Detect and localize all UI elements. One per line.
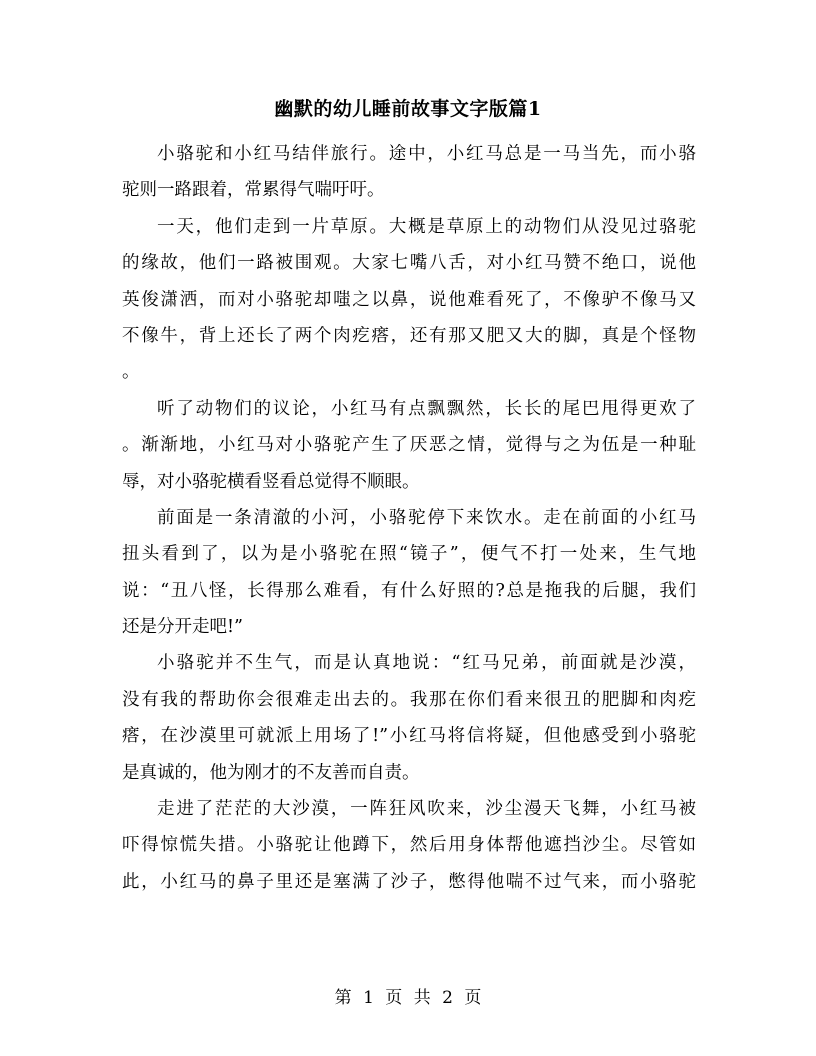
paragraph — [122, 500, 696, 646]
text-line: 扭头看到了，以为是小骆驼在照“镜子”，便气不打一处来，生气地 — [122, 544, 696, 565]
text-line: 辱，对小骆驼横看竖看总觉得不顺眼。 — [122, 471, 420, 492]
text-line: 英俊潇洒，而对小骆驼却嗤之以鼻，说他难看死了，不像驴不像马又 — [122, 289, 696, 310]
text-line: 。渐渐地，小红马对小骆驼产生了厌恶之情，觉得与之为伍是一种耻 — [122, 435, 696, 456]
text-line: 吓得惊慌失措。小骆驼让他蹲下，然后用身体帮他遮挡沙尘。尽管如 — [122, 835, 696, 856]
text-line: 说：“丑八怪，长得那么难看，有什么好照的?总是拖我的后腿，我们 — [122, 580, 696, 601]
text-line: 前面是一条清澈的小河，小骆驼停下来饮水。走在前面的小红马 — [157, 507, 696, 528]
text-line: 驼则一路跟着，常累得气喘吁吁。 — [122, 180, 385, 201]
text-line: 。 — [122, 362, 140, 383]
text-line: 小骆驼和小红马结伴旅行。途中，小红马总是一马当先，而小骆 — [157, 144, 696, 164]
text-line: 是真诚的，他为刚才的不友善而自责。 — [122, 762, 420, 783]
text-line: 此，小红马的鼻子里还是塞满了沙子，憋得他喘不过气来，而小骆驼 — [122, 871, 696, 892]
paragraph — [122, 645, 696, 791]
paragraph — [122, 391, 696, 500]
paragraph — [122, 136, 696, 209]
text-line: 不像牛，背上还长了两个肉疙瘩，还有那又肥又大的脚，真是个怪物 — [122, 325, 696, 346]
text-line: 一天，他们走到一片草原。大概是草原上的动物们从没见过骆驼 — [157, 216, 696, 237]
text-line: 的缘故，他们一路被围观。大家七嘴八舌，对小红马赞不绝口，说他 — [122, 253, 696, 274]
text-line: 走进了茫茫的大沙漠，一阵狂风吹来，沙尘漫天飞舞，小红马被 — [157, 799, 696, 820]
text-line: 听了动物们的议论，小红马有点飘飘然，长长的尾巴甩得更欢了 — [157, 398, 696, 419]
paragraph — [122, 209, 696, 391]
text-line: 瘩，在沙漠里可就派上用场了!”小红马将信将疑，但他感受到小骆驼 — [122, 726, 696, 747]
document-body — [122, 136, 696, 900]
document-title: 幽默的幼儿睡前故事文字版篇1 — [274, 98, 542, 120]
text-line: 小骆驼并不生气，而是认真地说：“红马兄弟，前面就是沙漠， — [157, 653, 696, 674]
page-number-footer: 第 1 页 共 2 页 — [334, 988, 482, 1008]
text-line: 还是分开走吧!” — [122, 617, 243, 638]
text-line: 没有我的帮助你会很难走出去的。我那在你们看来很丑的肥脚和肉疙 — [122, 689, 696, 710]
paragraph — [122, 791, 696, 900]
